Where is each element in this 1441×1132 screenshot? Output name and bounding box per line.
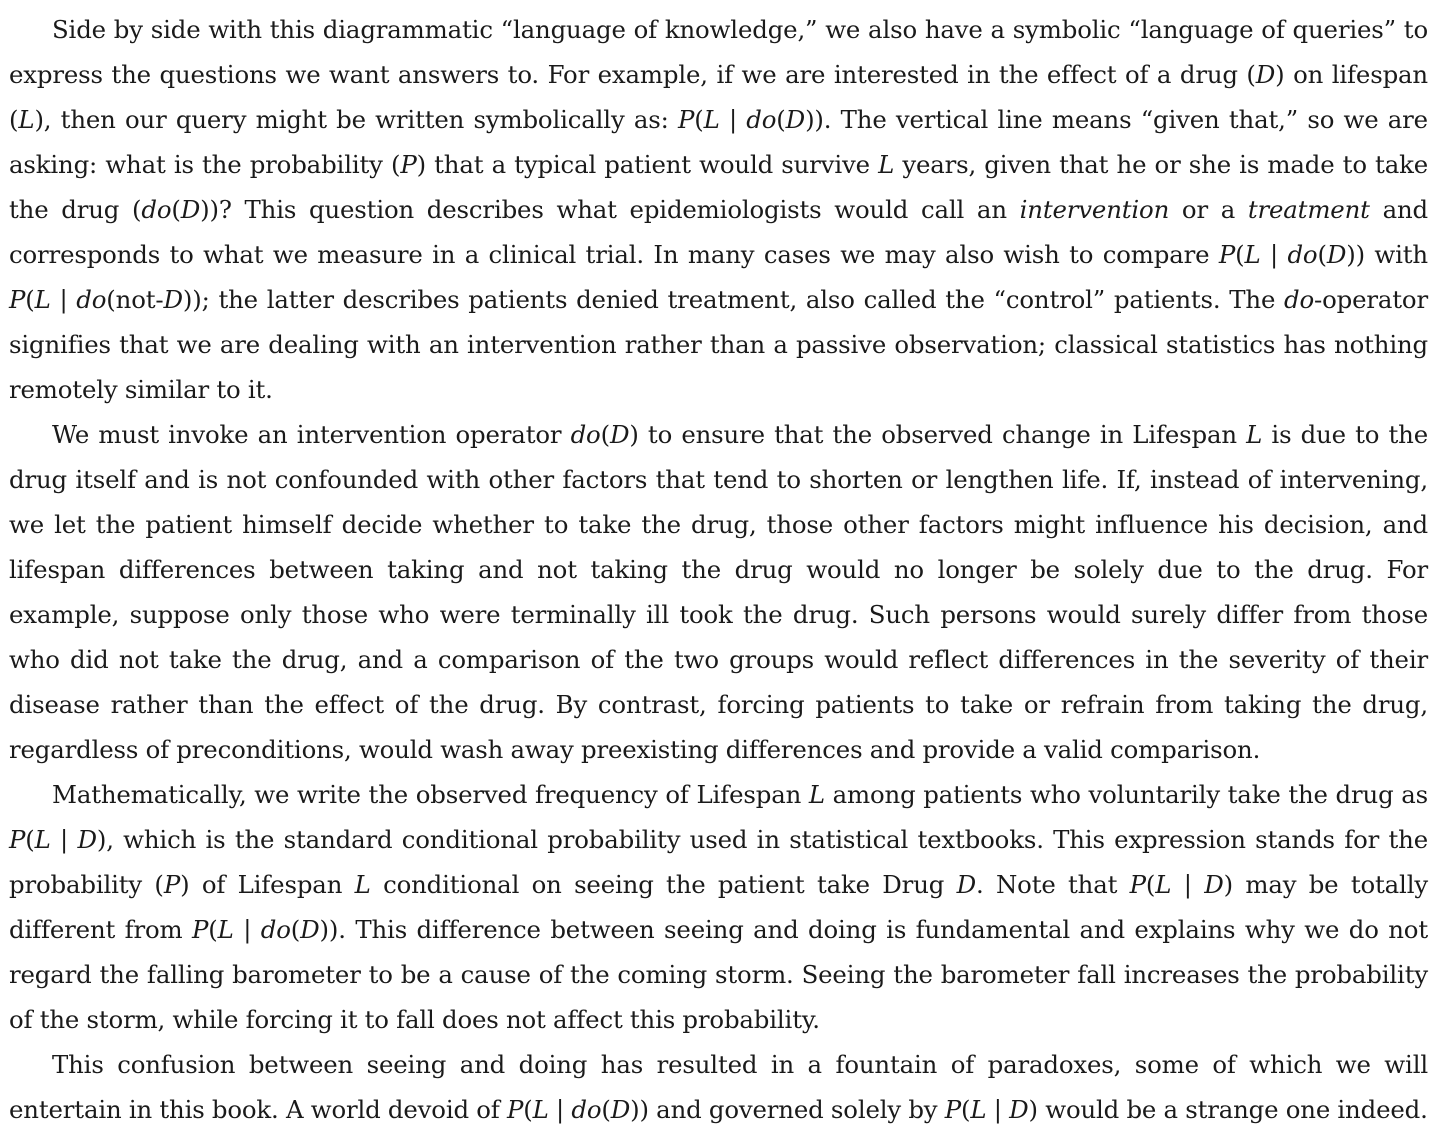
- text-run: or a: [1169, 195, 1248, 224]
- italic-run: do: [746, 105, 777, 134]
- italic-run: L: [18, 105, 35, 134]
- italic-run: do: [76, 285, 107, 314]
- italic-run: D: [1204, 870, 1224, 899]
- text-run: (not-: [106, 285, 164, 314]
- italic-run: L: [1244, 240, 1261, 269]
- italic-run: D: [1326, 240, 1347, 269]
- text-run: |: [986, 1095, 1010, 1124]
- italic-run: P: [400, 150, 417, 179]
- italic-run: L: [1246, 420, 1263, 449]
- text-run: |: [233, 915, 261, 944]
- text-run: conditional on seeing the patient take Drug: [370, 870, 957, 899]
- text-run: Side by side with this diagrammatic “language of knowledge,” we also have a symbolic “language of queries” to express the questions we want answers to. For example, if we are interested in the effect of a drug (: [9, 15, 1428, 89]
- italic-run: do: [1287, 240, 1318, 269]
- text-run: is due to the drug itself and is not confounded with other factors that tend to shorten or lengthen life. If, instead of intervening, we let the patient himself decide whether to take the drug, those other factors might influence his decision, and lifespan differences between taking and not taking the drug would no longer be solely due to the drug. For example, suppose only those who were terminally ill took the drug. Such persons would surely differ from those who did not take the drug, and a comparison of the two groups would reflect differences in the severity of their disease rather than the effect of the drug. By contrast, forcing patients to take or refrain from taking the drug, regardless of preconditions, would wash away preexisting differences and provide a valid comparison.: [9, 420, 1429, 764]
- text-run: )). This difference between seeing and doing is fundamental and explains why we do not regard the falling barometer to be a cause of the coming storm. Seeing the barometer fall increases the probability of the storm, while forcing it to fall does not affect this probability.: [9, 915, 1428, 1034]
- text-run: )) and governed solely by: [630, 1095, 945, 1124]
- italic-run: P: [1129, 870, 1146, 899]
- text-run: )). The vertical line means “given that,” so we are asking: what is the probability (: [9, 105, 1428, 179]
- text-run: |: [50, 825, 78, 854]
- text-run: |: [1260, 240, 1288, 269]
- italic-run: D: [785, 105, 806, 134]
- text-run: Mathematically, we write the observed frequency of Lifespan: [52, 780, 809, 809]
- italic-run: D: [1009, 1095, 1029, 1124]
- text-run: |: [548, 1095, 572, 1124]
- italic-run: P: [677, 105, 695, 134]
- text-run: |: [719, 105, 747, 134]
- italic-run: intervention: [1019, 195, 1170, 224]
- text-run: among patients who voluntarily take the drug as: [824, 780, 1428, 809]
- italic-run: L: [34, 825, 51, 854]
- text-run: (: [523, 1095, 533, 1124]
- text-run: (: [961, 1095, 971, 1124]
- italic-run: D: [77, 825, 97, 854]
- text-run: ) to ensure that the observed change in Lifespan: [629, 420, 1247, 449]
- italic-run: P: [163, 870, 181, 899]
- italic-run: treatment: [1247, 195, 1370, 224]
- text-run: ), then our query might be written symbolically as:: [34, 105, 678, 134]
- text-run: (: [776, 105, 786, 134]
- text-run: |: [1171, 870, 1205, 899]
- text-run: (: [208, 915, 218, 944]
- text-run: . Note that: [976, 870, 1130, 899]
- italic-run: L: [217, 915, 234, 944]
- text-run: (: [25, 825, 35, 854]
- text-run: ) that a typical patient would survive: [416, 150, 879, 179]
- italic-run: P: [192, 915, 209, 944]
- italic-run: D: [610, 1095, 631, 1124]
- text-run: )) with: [1346, 240, 1428, 269]
- text-run: )); the latter describes patients denied treatment, also called the “control” patients. The: [182, 285, 1284, 314]
- italic-run: do: [141, 195, 172, 224]
- text-run: This confusion between seeing and doing has resulted in a fountain of paradoxes, some of which we will entertain in this book. A world devoid of: [9, 1050, 1428, 1124]
- paragraph-intervention-operator: [9, 412, 1428, 772]
- text-run: ) on lifespan (: [9, 60, 1428, 134]
- italic-run: do: [570, 420, 601, 449]
- italic-run: D: [300, 915, 320, 944]
- paragraph-language-of-queries: [9, 7, 1428, 412]
- text-run: (: [694, 105, 704, 134]
- italic-run: P: [9, 285, 26, 314]
- text-run: (: [1317, 240, 1327, 269]
- italic-run: L: [878, 150, 895, 179]
- text-run: (: [171, 195, 181, 224]
- italic-run: L: [703, 105, 720, 134]
- italic-run: P: [1218, 240, 1236, 269]
- italic-run: P: [9, 825, 26, 854]
- italic-run: L: [808, 780, 825, 809]
- text-run: (: [290, 915, 301, 944]
- text-run: We must invoke an intervention operator: [52, 420, 571, 449]
- italic-run: D: [163, 285, 183, 314]
- italic-run: D: [609, 420, 630, 449]
- paragraph-fountain-of-paradoxes: [9, 1042, 1428, 1132]
- text-run: years, given that he or she is made to take the drug (: [9, 150, 1428, 224]
- italic-run: D: [180, 195, 201, 224]
- italic-run: D: [1255, 60, 1276, 89]
- italic-run: do: [260, 915, 291, 944]
- italic-run: L: [532, 1095, 549, 1124]
- text-run: ) may be totally different from: [9, 870, 1428, 944]
- paragraph-seeing-vs-doing: [9, 772, 1428, 1042]
- text-run: and corresponds to what we measure in a clinical trial. In many cases we may also wish to compare: [9, 195, 1428, 269]
- italic-run: L: [970, 1095, 987, 1124]
- italic-run: P: [506, 1095, 524, 1124]
- text-run: ))? This question describes what epidemiologists would call an: [200, 195, 1020, 224]
- italic-run: P: [944, 1095, 962, 1124]
- text-run: ) of Lifespan: [180, 870, 355, 899]
- text-run: (: [25, 285, 35, 314]
- text-run: (: [1145, 870, 1156, 899]
- italic-run: L: [1155, 870, 1172, 899]
- text-run: (: [1235, 240, 1245, 269]
- italic-run: D: [956, 870, 976, 899]
- italic-run: do: [571, 1095, 602, 1124]
- italic-run: do: [1284, 285, 1314, 314]
- italic-run: L: [354, 870, 371, 899]
- text-run: -operator signifies that we are dealing with an intervention rather than a passive observation; classical statistics has nothing remotely similar to it.: [9, 285, 1428, 404]
- text-run: ) would be a strange one indeed.: [1028, 1095, 1428, 1124]
- italic-run: L: [34, 285, 51, 314]
- text-run: ), which is the standard conditional probability used in statistical textbooks. This expression stands for the probability (: [9, 825, 1428, 899]
- text-run: |: [50, 285, 77, 314]
- text-run: (: [600, 420, 610, 449]
- text-run: (: [601, 1095, 611, 1124]
